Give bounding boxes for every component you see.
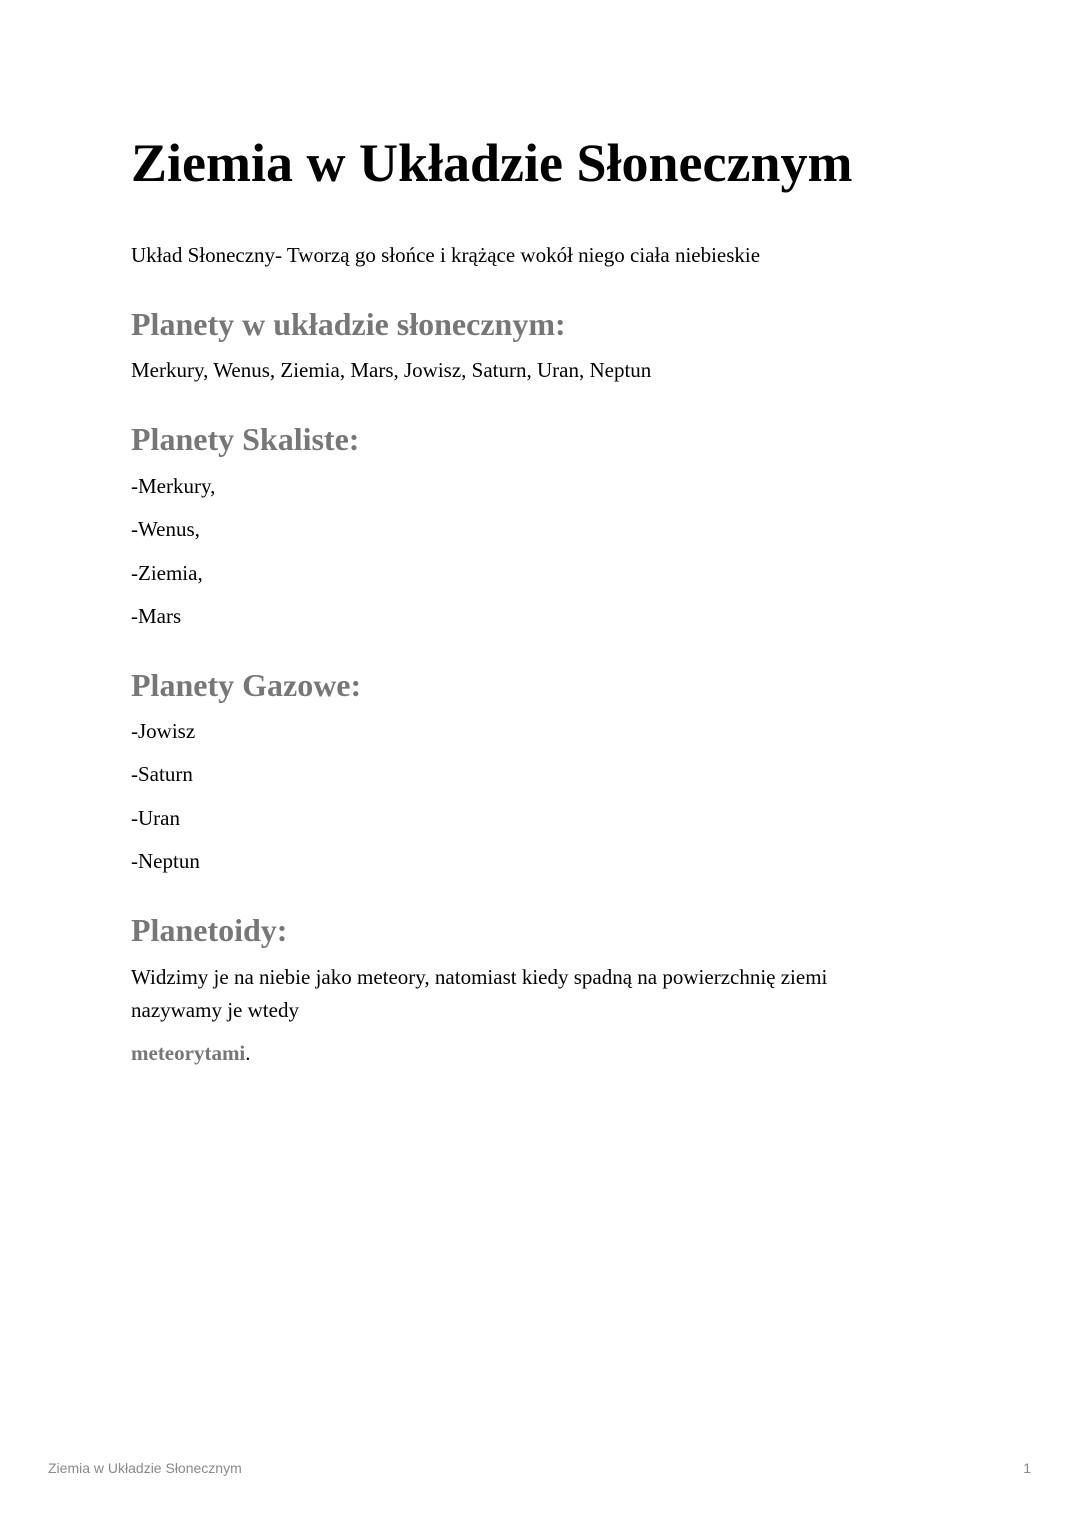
list-item: -Merkury, (131, 474, 216, 498)
list-item: -Saturn (131, 762, 193, 786)
planets-list-text: Merkury, Wenus, Ziemia, Mars, Jowisz, Saturn, Uran, Neptun (131, 358, 652, 382)
list-item: -Neptun (131, 849, 200, 873)
intro-paragraph: Układ Słoneczny- Tworzą go słońce i krążące wokół niego ciała niebieskie (131, 243, 761, 267)
heading-rocky-planets: Planety Skaliste: (131, 421, 360, 457)
list-item: -Ziemia, (131, 561, 203, 585)
term-punctuation: . (245, 1041, 251, 1065)
heading-planets: Planety w układzie słonecznym: (131, 306, 566, 342)
heading-planetoids: Planetoidy: (131, 912, 288, 948)
planetoids-text-line-2: nazywamy je wtedy (131, 998, 299, 1022)
list-item: -Wenus, (131, 517, 200, 541)
heading-gas-planets: Planety Gazowe: (131, 667, 362, 703)
list-item: -Mars (131, 604, 182, 628)
footer-title: Ziemia w Układzie Słonecznym (48, 1460, 242, 1476)
list-item: -Uran (131, 806, 180, 830)
document-title: Ziemia w Układzie Słonecznym (131, 133, 853, 193)
footer-page-number: 1 (1023, 1460, 1031, 1476)
planetoids-term-line (131, 1039, 251, 1067)
list-item: -Jowisz (131, 719, 196, 743)
planetoids-text-line-1: Widzimy je na niebie jako meteory, natomiast kiedy spadną na powierzchnię ziemi (131, 965, 828, 989)
meteorites-term: meteorytami (131, 1041, 246, 1065)
